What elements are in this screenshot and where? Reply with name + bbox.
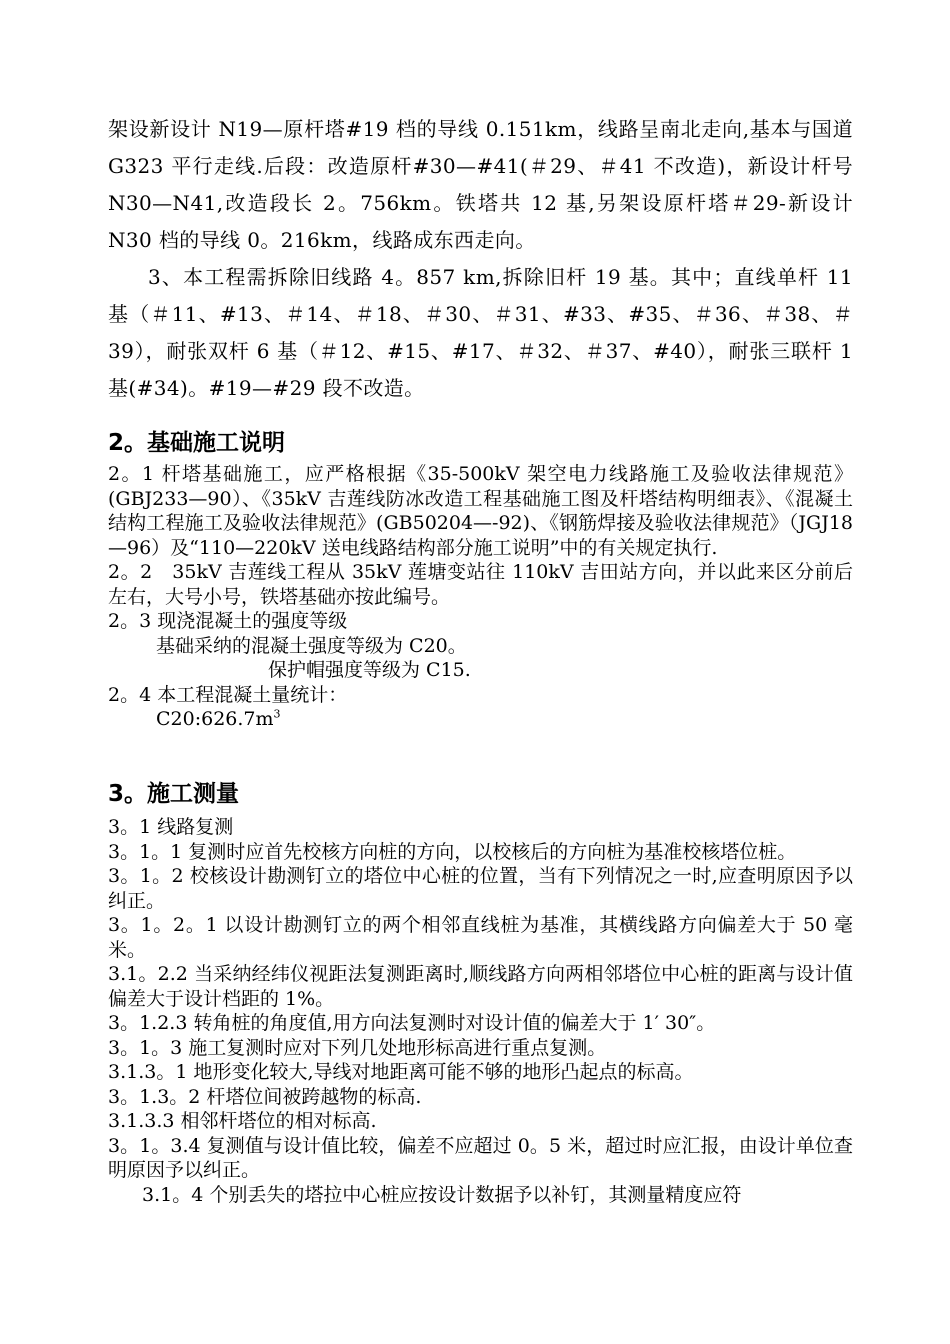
intro-paragraph-1: 架设新设计 N19—原杆塔#19 档的导线 0.151km，线路呈南北走向,基本与国道 G323 平行走线.后段：改造原杆#30—#41(＃29、＃41 不改造)，新设计杆号 N30—N41,改造段长 2。756km。铁塔共 12 基,另架设原杆塔＃29-新设计 N30 档的导线 0。216km，线路成东西走向。 bbox=[108, 117, 853, 252]
section-3-line: 3。1.3。2 杆塔位间被跨越物的标高. bbox=[108, 1085, 422, 1108]
intro-text bbox=[108, 111, 853, 407]
section-3-heading: 3。施工测量 bbox=[108, 781, 240, 807]
section-2-body bbox=[108, 462, 853, 732]
section-3-line: 3。1。2。1 以设计勘测钉立的两个相邻直线桩为基准，其横线路方向偏差大于 50 毫米。 bbox=[108, 914, 853, 961]
intro-paragraph-2: 3、本工程需拆除旧线路 4。857 km,拆除旧杆 19 基。其中；直线单杆 11 基（＃11、#13、＃14、＃18、＃30、＃31、#33、#35、＃36、＃38、＃39），耐张双杆 6 基（＃12、#15、#17、＃32、＃37、#40），耐张三联杆 1 基(#34)。#19—#29 段不改造。 bbox=[108, 265, 853, 400]
section-3-line: 3。1。3 施工复测时应对下列几处地形标高进行重点复测。 bbox=[108, 1036, 607, 1059]
section-2-paragraph: 2。4 本工程混凝土量统计： bbox=[108, 683, 348, 706]
section-3-line: 3。1.2.3 转角桩的角度值,用方向法复测时对设计值的偏差大于 1′ 30″。 bbox=[108, 1012, 716, 1034]
section-2-paragraph: 2。3 现浇混凝土的强度等级 bbox=[108, 610, 348, 632]
section-2-paragraph: 2。2 35kV 吉莲线工程从 35kV 莲塘变站往 110kV 吉田站方向，并以此来区分前后左右，大号小号，铁塔基础亦按此编号。 bbox=[108, 561, 853, 608]
section-3-line: 3.1。4 个别丢失的塔拉中心桩应按设计数据予以补钉，其测量精度应符 bbox=[142, 1183, 742, 1206]
section-2-paragraph: 保护帽强度等级为 C15. bbox=[268, 659, 471, 681]
section-3-line: 3.1.3.3 相邻杆塔位的相对标高. bbox=[108, 1110, 377, 1132]
concrete-volume bbox=[108, 707, 853, 732]
section-3-line: 3。1。2 校核设计勘测钉立的塔位中心桩的位置，当有下列情况之一时,应查明原因予以纠正。 bbox=[108, 865, 853, 912]
cubic-superscript: 3 bbox=[273, 707, 281, 721]
section-3-line: 3。1 线路复测 bbox=[108, 816, 234, 838]
section-2-paragraph: 基础采纳的混凝土强度等级为 C20。 bbox=[156, 634, 467, 657]
section-2-heading: 2。基础施工说明 bbox=[108, 430, 286, 456]
section-3-line: 3。1。1 复测时应首先校核方向桩的方向，以校核后的方向桩为基准校核塔位桩。 bbox=[108, 840, 797, 863]
section-3-line: 3。1。3.4 复测值与设计值比较，偏差不应超过 0。5 米，超过时应汇报，由设计单位查明原因予以纠正。 bbox=[108, 1134, 853, 1181]
section-3-body bbox=[108, 815, 853, 1207]
concrete-volume-value: C20:626.7m bbox=[156, 708, 274, 730]
section-2-paragraph: 2。1 杆塔基础施工，应严格根据《35-500kV 架空电力线路施工及验收法律规范》(GBJ233—90）、《35kV 吉莲线防冰改造工程基础施工图及杆塔结构明细表》、《混凝土结构工程施工及验收法律规范》(GB50204—-92)、《钢筋焊接及验收法律规范》（JGJ18—96）及“110—220kV 送电线路结构部分施工说明”中的有关规定执行. bbox=[108, 463, 853, 559]
section-3-line: 3.1。2.2 当采纳经纬仪视距法复测距离时,顺线路方向两相邻塔位中心桩的距离与设计值偏差大于设计档距的 1%。 bbox=[108, 963, 853, 1010]
section-3-line: 3.1.3。1 地形变化较大,导线对地距离可能不够的地形凸起点的标高。 bbox=[108, 1061, 694, 1083]
